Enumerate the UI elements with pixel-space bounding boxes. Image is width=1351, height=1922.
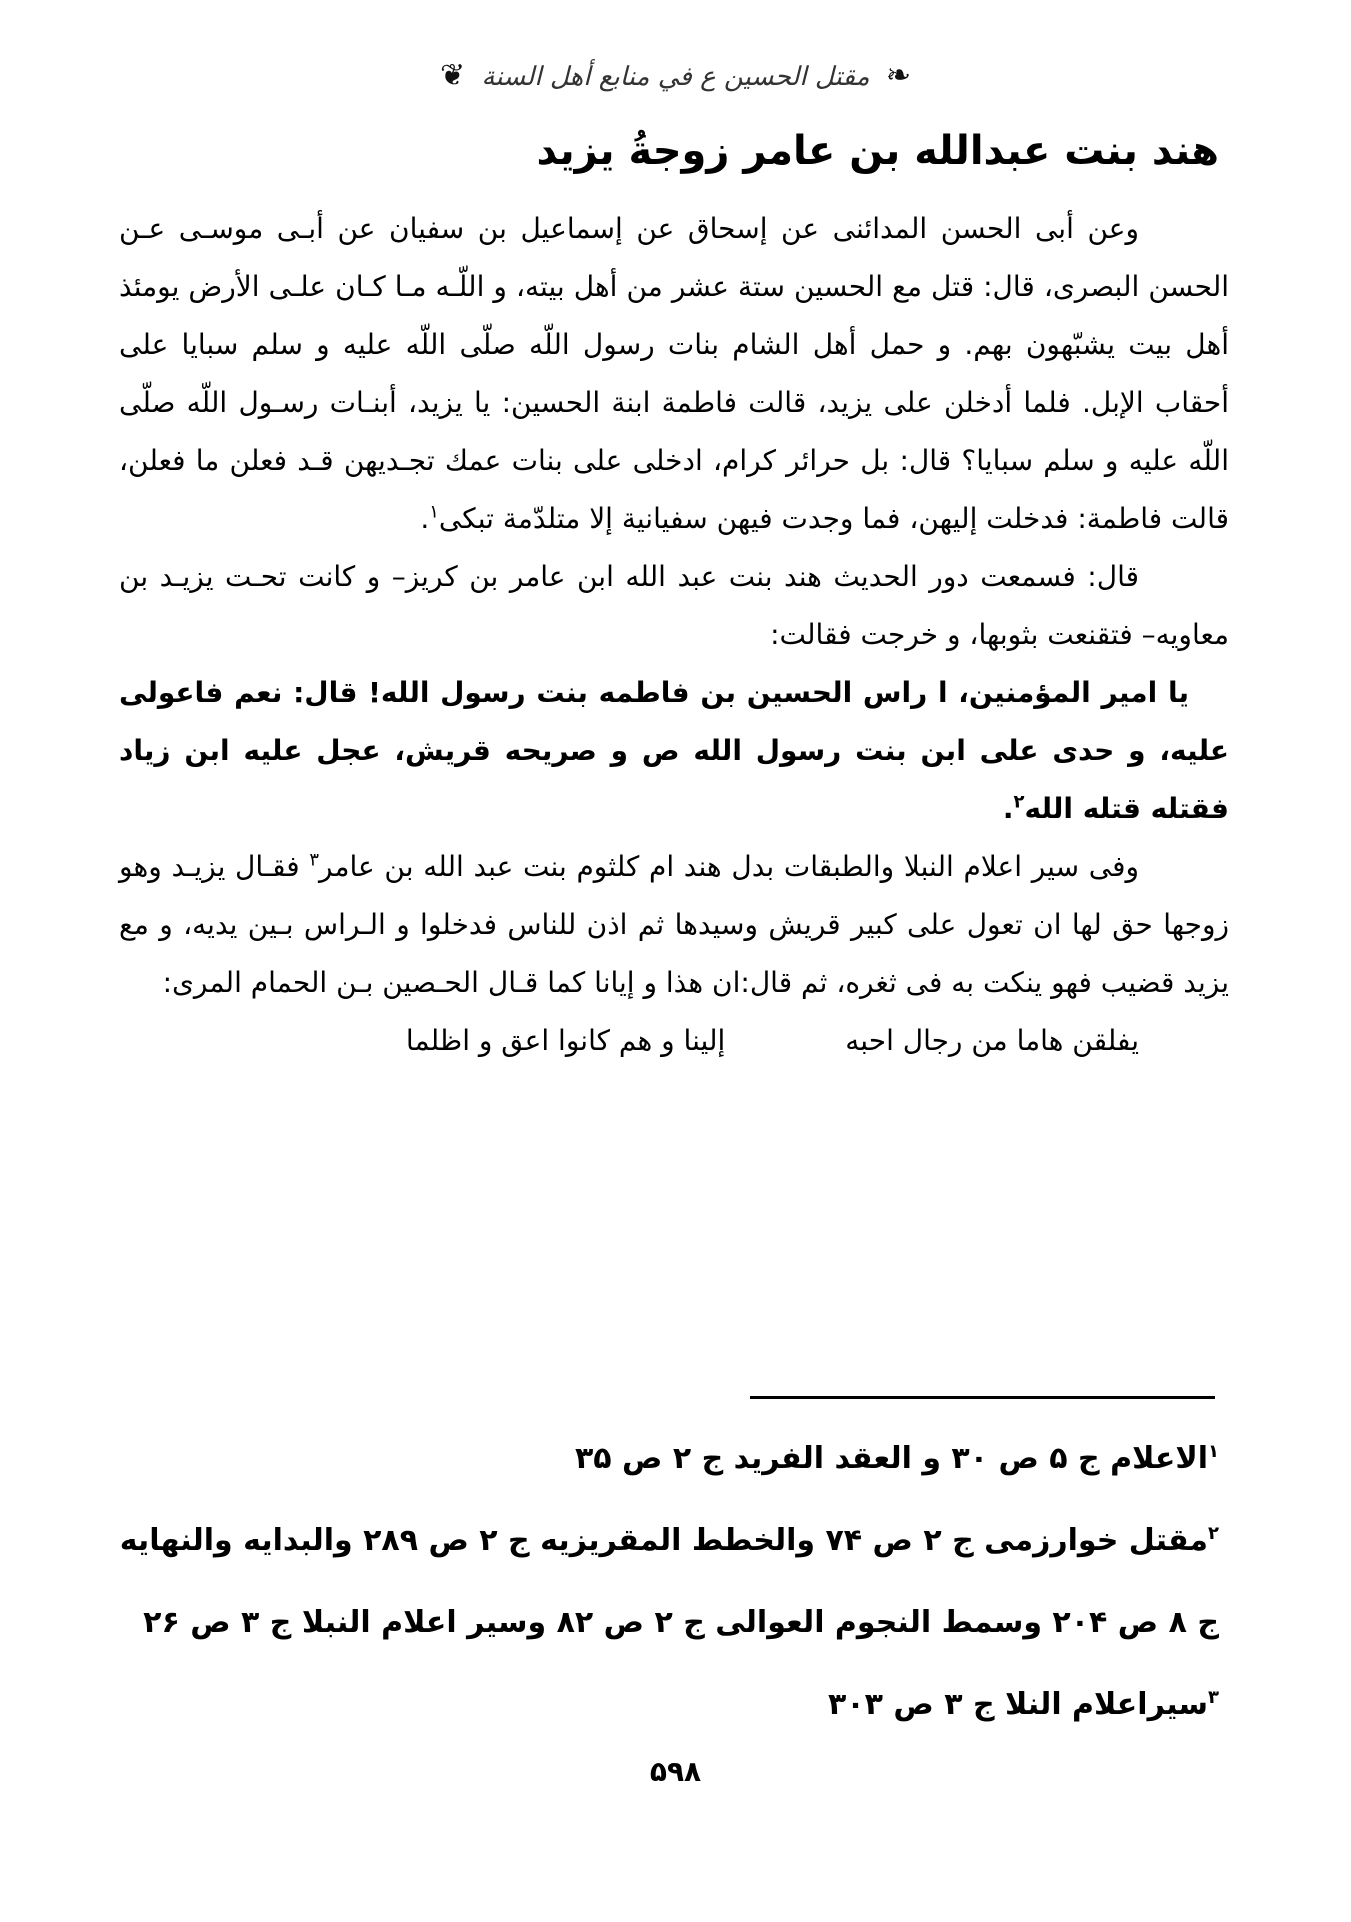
verse-first-hemistich: يفلقن هاما من رجال احبه: [845, 1024, 1139, 1057]
paragraph-4-text-b: فقـال يزيـد وهو زوجها حق لها ان تعول على كبير قريش وسيدها ثم اذن للناس فدخلوا و الـراس بـين يديه، و مع يزيد قضيب فهو ينكت به فى ثغره، ثم قال:ان هذا و إيانا كما قـال الحـصين بـن الحمام المرى:: [119, 850, 1229, 999]
footnote-3-mark: ٣: [1208, 1687, 1219, 1708]
footnote-2: [119, 1500, 1219, 1664]
running-title: مقتل الحسين ع في منابع أهل السنة: [481, 62, 870, 92]
running-header: [0, 58, 1351, 93]
footnote-3: [119, 1664, 1219, 1746]
footnote-ref-3: ٣: [309, 849, 320, 871]
ornament-right-icon: ❧: [885, 58, 911, 93]
footnote-2-text: مقتل خوارزمى ج ۲ ص ۷۴ والخطط المقريزيه ج ۲ ص ۲۸۹ والبدايه والنهايه ج ۸ ص ۲۰۴ وسمط النجوم العوالى ج ۲ ص ۸۲ وسير اعلام النبلا ج ۳ ص ۲۶: [119, 1523, 1219, 1640]
paragraph-1-text: وعن أبى الحسن المدائنى عن إسحاق عن إسماعيل بن سفيان عن أبـى موسـى عـن الحسن البصرى، قال: قتل مع الحسين ستة عشر من أهل بيته، و اللّـه مـا كـان علـى الأرض يومئذ أهل بيت يشبّهون بهم. و حمل أهل الشام بنات رسول اللّه صلّى اللّه عليه و سلم سبايا على أحقاب الإبل. فلما أدخلن على يزيد، قالت فاطمة ابنة الحسين: يا يزيد، أبنـات رسـول اللّه صلّى اللّه عليه و سلم سبايا؟ قال: بل حرائر كرام، ادخلى على بنات عمك تجـديهن قـد فعلن ما فعلن، قالت فاطمة: فدخلت إليهن، فما وجدت فيهن سفيانية إلا متلدّمة تبكى: [119, 212, 1229, 535]
paragraph-3: يا امير المؤمنين، ا راس الحسين بن فاطمه بنت رسول الله! قال: نعم فاعولى عليه، و حدى على ابن بنت رسول الله ص و صريحه قريش، عجل عليه ابن زياد فقتله قتله الله$^٢$.: [119, 676, 1229, 825]
footnotes: [119, 1418, 1219, 1746]
section-title: هند بنت عبدالله بن عامر زوجةُ يزيد: [536, 128, 1219, 174]
footnote-1-text: الاعلام ج ۵ ص ۳۰ و العقد الفريد ج ۲ ص ۳۵: [574, 1441, 1208, 1476]
ornament-left-icon: ❦: [440, 58, 466, 93]
footnote-ref-1: ١: [429, 501, 439, 523]
footnote-3-text: سيراعلام النلا ج ۳ ص ۳۰۳: [828, 1687, 1208, 1722]
paragraph-3-text: يا امير المؤمنين، ا راس الحسين بن فاطمه بنت رسول الله! قال: نعم فاعولى عليه، و حدى على ابن بنت رسول الله ص و صريحه قريش، عجل عليه ابن زياد فقتله قتله الله: [119, 676, 1229, 825]
footnote-ref-2: ٢: [1013, 791, 1025, 813]
footnote-1-mark: ١: [1208, 1441, 1219, 1462]
paragraph-4: [119, 838, 1229, 1012]
verse-line: [119, 1012, 1229, 1070]
page-number: ۵۹۸: [649, 1755, 702, 1788]
paragraph-2-text: قال: فسمعت دور الحديث هند بنت عبد الله ابن عامر بن كريز– و كانت تحـت يزيـد بن معاويه– فتقنعت بثوبها، و خرجت فقالت:: [119, 560, 1229, 651]
footnote-separator: [750, 1396, 1215, 1399]
paragraph-1: وعن أبى الحسن المدائنى عن إسحاق عن إسماعيل بن سفيان عن أبـى موسـى عـن الحسن البصرى، قال: قتل مع الحسين ستة عشر من أهل بيته، و اللّـه مـا كـان علـى الأرض يومئذ أهل بيت يشبّهون بهم. و حمل أهل الشام بنات رسول اللّه صلّى اللّه عليه و سلم سبايا على أحقاب الإبل. فلما أدخلن على يزيد، قالت فاطمة ابنة الحسين: يا يزيد، أبنـات رسـول اللّه صلّى اللّه عليه و سلم سبايا؟ قال: بل حرائر كرام، ادخلى على بنات عمك تجـديهن قـد فعلن ما فعلن، قالت فاطمة: فدخلت إليهن، فما وجدت فيهن سفيانية إلا متلدّمة تبكى$^١$.: [119, 212, 1229, 535]
footnote-1: [119, 1418, 1219, 1500]
verse-second-hemistich: إلينا و هم كانوا اعق و اظلما: [405, 1024, 726, 1057]
paragraph-4-text-a: وفى سير اعلام النبلا والطبقات بدل هند ام كلثوم بنت عبد الله بن عامر: [319, 850, 1139, 883]
footnote-2-mark: ٢: [1208, 1523, 1219, 1544]
paragraph-2: [119, 548, 1229, 664]
body-text: [119, 200, 1229, 1070]
